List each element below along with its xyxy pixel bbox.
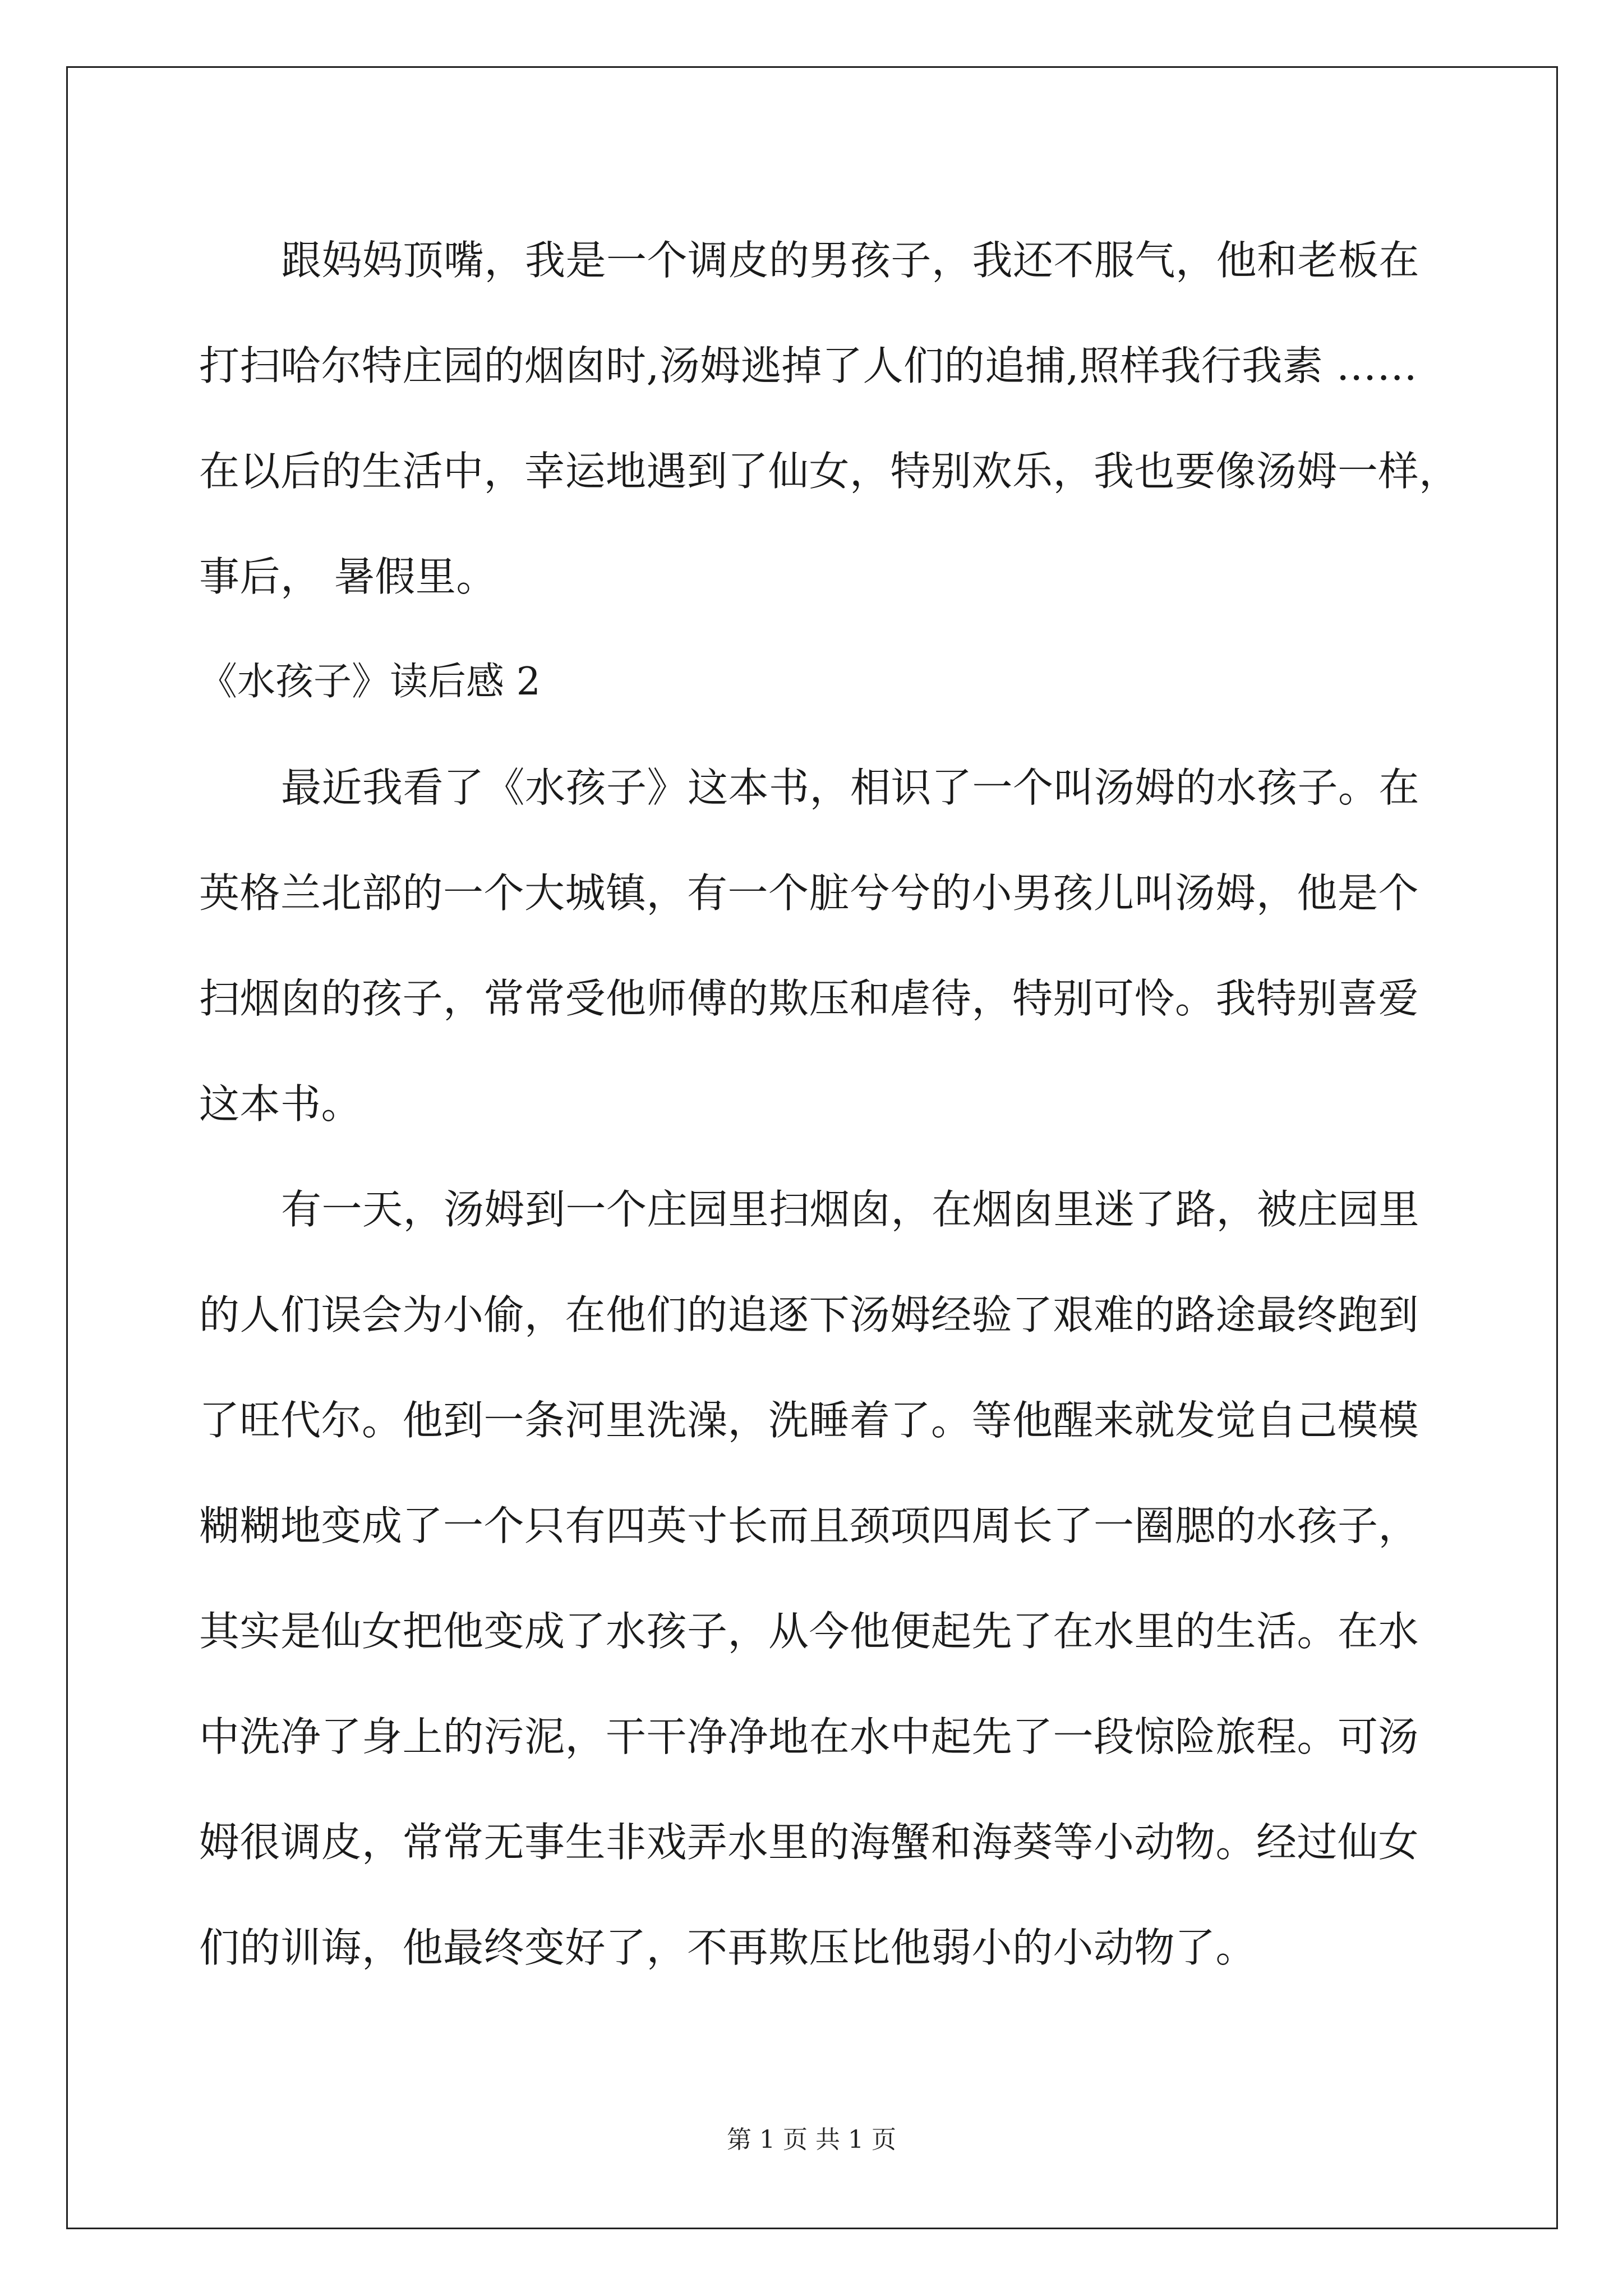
- paragraph-line: 事后， 暑假里。: [199, 553, 497, 600]
- document-body: [199, 208, 1460, 2000]
- section-heading: 《水孩子》读后感 2: [199, 660, 541, 704]
- paragraph-line: 最近我看了《水孩子》这本书，相识了一个叫汤姆的水孩子。在: [281, 764, 1420, 811]
- paragraph-line: 打扫哈尔特庄园的烟囱时,汤姆逃掉了人们的追捕,照样我行我素 ……: [199, 342, 1418, 389]
- paragraph-line: 跟妈妈顶嘴，我是一个调皮的男孩子，我还不服气，他和老板在: [281, 237, 1420, 284]
- paragraph-line: 这本书。: [199, 1080, 362, 1128]
- paragraph-line: 英格兰北部的一个大城镇，有一个脏兮兮的小男孩儿叫汤姆，他是个: [199, 869, 1419, 917]
- paragraph-line: 了旺代尔。他到一条河里洗澡，洗睡着了。等他醒来就发觉自己模模: [199, 1397, 1419, 1444]
- page-number-footer: 第 1 页 共 1 页: [727, 2125, 896, 2154]
- paragraph-line: 在以后的生活中，幸运地遇到了仙女，特别欢乐，我也要像汤姆一样，: [199, 448, 1460, 495]
- paragraph-line: 扫烟囱的孩子，常常受他师傅的欺压和虐待，特别可怜。我特别喜爱: [199, 975, 1419, 1022]
- paragraph-line: 糊糊地变成了一个只有四英寸长而且颈项四周长了一圈腮的水孩子，: [199, 1502, 1419, 1549]
- paragraph-line: 其实是仙女把他变成了水孩子，从今他便起先了在水里的生活。在水: [199, 1608, 1419, 1655]
- paragraph-line: 们的训诲，他最终变好了，不再欺压比他弱小的小动物了。: [199, 1924, 1257, 1971]
- paragraph-line: 中洗净了身上的污泥，干干净净地在水中起先了一段惊险旅程。可汤: [199, 1713, 1419, 1760]
- paragraph-line: 姆很调皮，常常无事生非戏弄水里的海蟹和海葵等小动物。经过仙女: [199, 1819, 1419, 1866]
- paragraph-line: 的人们误会为小偷，在他们的追逐下汤姆经验了艰难的路途最终跑到: [199, 1291, 1419, 1338]
- paragraph-line: 有一天，汤姆到一个庄园里扫烟囱，在烟囱里迷了路，被庄园里: [281, 1186, 1420, 1233]
